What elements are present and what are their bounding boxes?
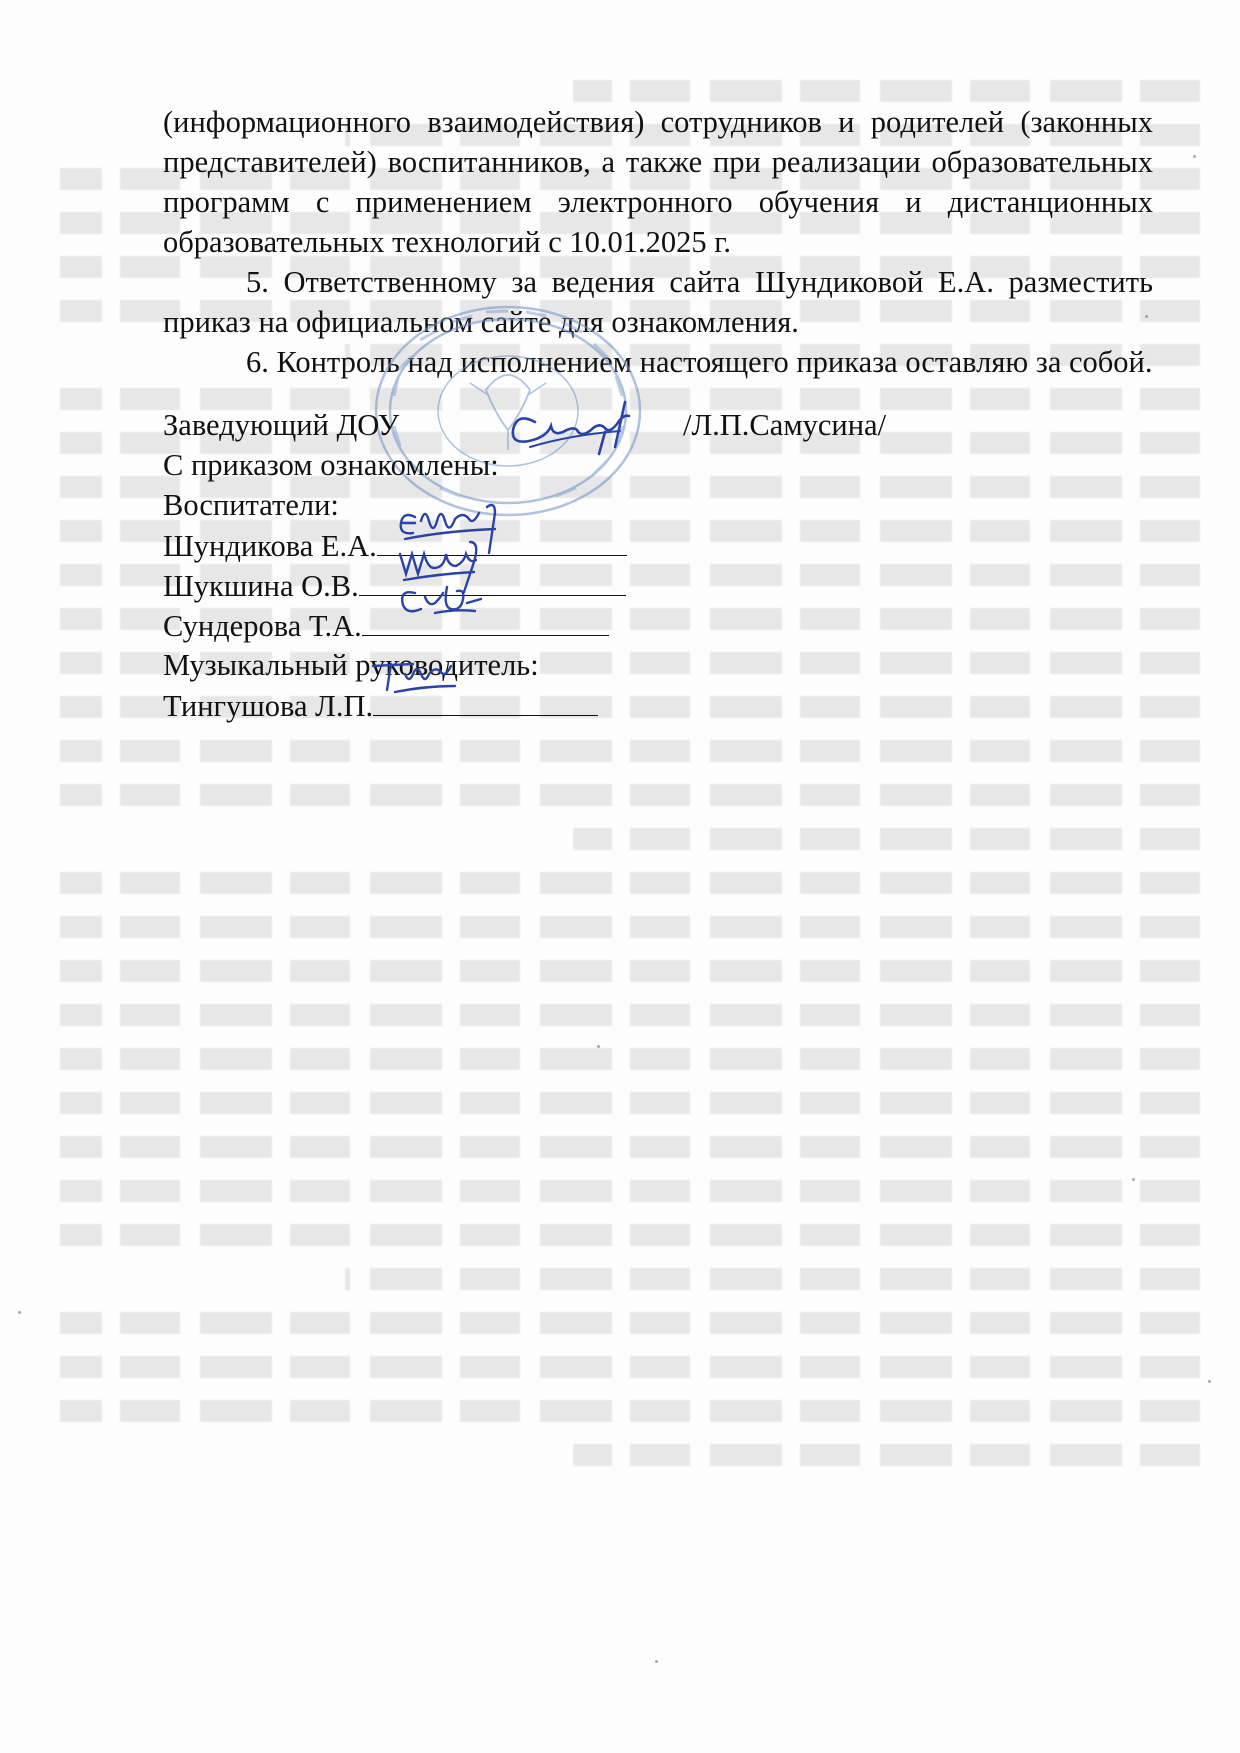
order-item-5: 5. Ответственному за ведения сайта Шундиковой Е.А. разместить приказ на официальном сайте для ознакомления. [163, 265, 1153, 339]
music-director-name: Тингушова Л.П. [163, 689, 374, 723]
order-item-6: 6. Контроль над исполнением настоящего приказа оставляю за собой. [246, 345, 1153, 379]
scan-speck [1208, 1380, 1211, 1383]
scan-speck [1145, 315, 1148, 318]
educator-row [163, 605, 1063, 645]
signature-block [163, 405, 1063, 725]
acquainted-label: С приказом ознакомлены: [163, 448, 499, 482]
educator-name: Шукшина О.В. [163, 569, 359, 603]
educator-row [163, 565, 1063, 605]
scan-speck [1193, 155, 1196, 158]
head-name: /Л.П.Самусина/ [683, 408, 887, 442]
educator-name: Шундикова Е.А. [163, 529, 377, 563]
signature-line [362, 605, 609, 636]
scan-speck [1132, 1178, 1135, 1181]
signature-line [359, 565, 626, 596]
paragraph-continuation: (информационного взаимодействия) сотрудников и родителей (законных представителей) воспитанников, а также при реализации образовательных программ с применением электронного обучения и дистанционных образовательных технологий с 10.01.2025 г. [163, 105, 1153, 259]
signature-line [377, 525, 627, 556]
order-text [163, 102, 1153, 382]
head-title: Заведующий ДОУ [163, 408, 400, 442]
music-director-label: Музыкальный руководитель: [163, 648, 539, 682]
head-signature-row [163, 405, 1063, 445]
scan-speck [655, 1660, 658, 1663]
educator-name: Сундерова Т.А. [163, 609, 362, 643]
scan-speck [18, 1311, 21, 1314]
educators-label: Воспитатели: [163, 488, 339, 522]
music-director-row [163, 685, 1063, 725]
scan-speck [597, 1045, 600, 1048]
educator-row [163, 525, 1063, 565]
signature-line [373, 685, 598, 716]
